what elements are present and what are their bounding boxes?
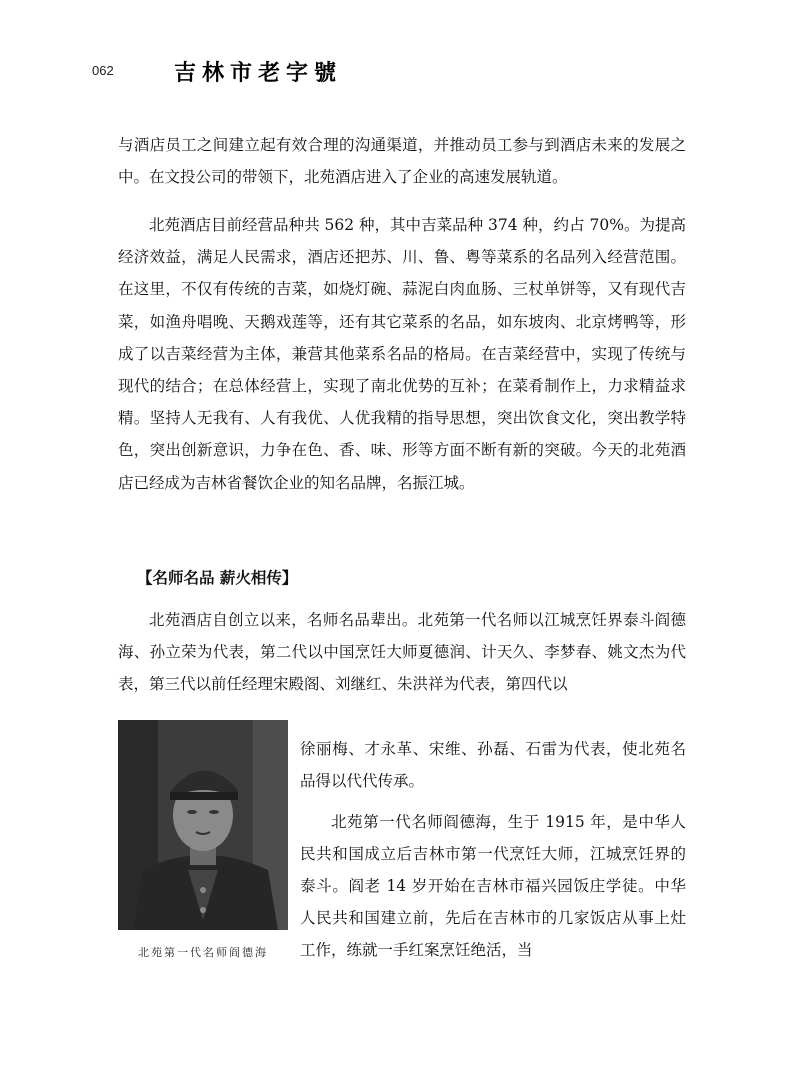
page-number: 062 (92, 63, 114, 78)
running-title: 吉林市老字號 (174, 60, 343, 86)
page-header (92, 56, 712, 92)
photo-caption: 北苑第一代名师阎德海 (138, 946, 268, 959)
section-heading: 【名师名品 薪火相传】 (137, 569, 298, 587)
paragraph-text: 北苑第一代名师阎德海，生于 1915 年，是中华人民共和国成立后吉林市第一代烹饪大师，江城烹饪界的泰斗。阎老 14 岁开始在吉林市福兴园饭庄学徒。中华人民共和国建立前，先后在吉林市的几家饭店从事上灶工作，练就一手红案烹饪绝活，当 (300, 812, 686, 960)
paragraph-3 (118, 604, 686, 701)
paragraph-text: 北苑酒店目前经营品种共 562 种，其中吉菜品种 374 种，约占 70%。为提高经济效益，满足人民需求，酒店还把苏、川、鲁、粤等菜系的名品列入经营范围。在这里，不仅有传统的吉菜，如烧灯碗、蒜泥白肉血肠、三杖单饼等，又有现代吉菜，如渔舟唱晚、天鹅戏莲等，还有其它菜系的名品，如东坡肉、北京烤鸭等，形成了以吉菜经营为主体，兼营其他菜系名品的格局。在吉菜经营中，实现了传统与现代的结合；在总体经营上，实现了南北优势的互补；在菜肴制作上，力求精益求精。坚持人无我有、人有我优、人优我精的指导思想，突出饮食文化，突出教学特色，突出创新意识，力争在色、香、味、形等方面不断有新的突破。今天的北苑酒店已经成为吉林省餐饮企业的知名品牌，名振江城。 (118, 216, 686, 492)
paragraph-1 (118, 129, 686, 193)
paragraph-5 (300, 790, 686, 982)
paragraph-text: 北苑酒店自创立以来，名师名品辈出。北苑第一代名师以江城烹饪界泰斗阎德海、孙立荣为代表，第二代以中国烹饪大师夏德润、计天久、李梦春、姚文杰为代表，第三代以前任经理宋殿阁、刘继红、朱洪祥为代表，第四代以 (118, 611, 686, 694)
paragraph-text: 与酒店员工之间建立起有效合理的沟通渠道，并推动员工参与到酒店未来的发展之中。在文投公司的带领下，北苑酒店进入了企业的高速发展轨道。 (118, 136, 686, 187)
paragraph-text: 徐丽梅、才永革、宋维、孙磊、石雷为代表，使北苑名品得以代代传承。 (300, 739, 686, 790)
portrait-photo (118, 720, 288, 930)
portrait-image (118, 720, 288, 930)
paragraph-2 (118, 209, 686, 499)
